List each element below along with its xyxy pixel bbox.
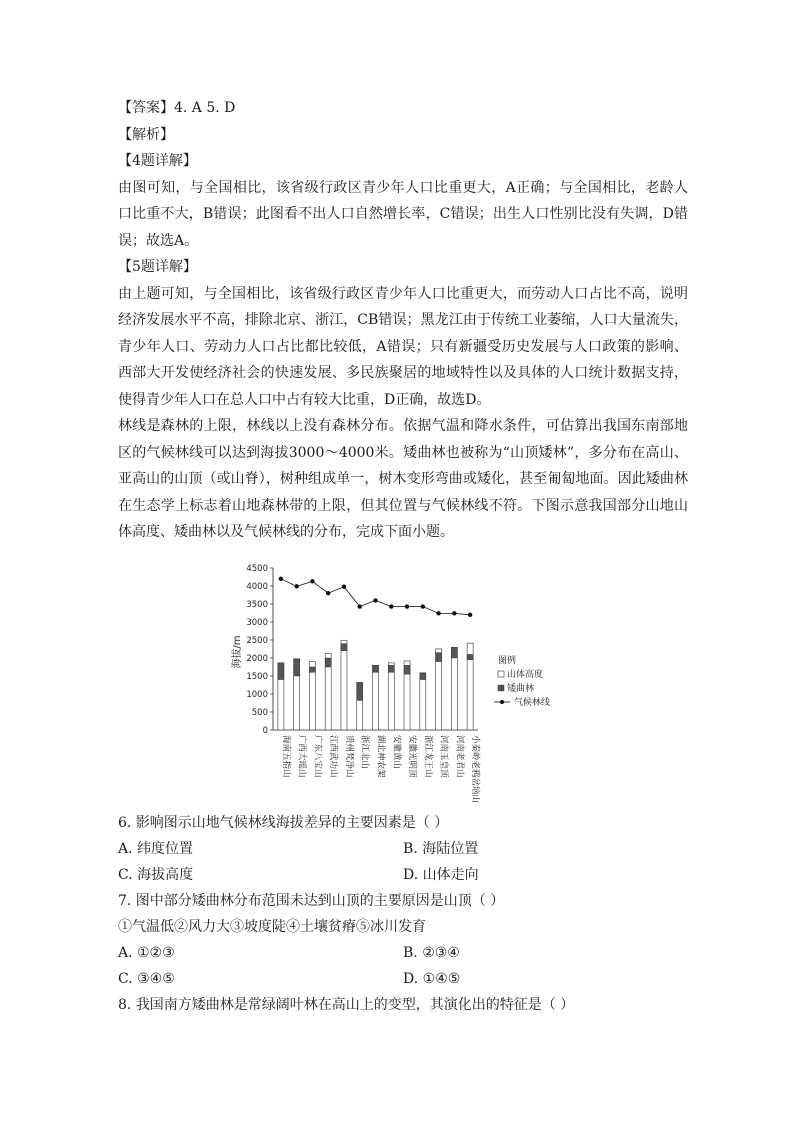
dwarf-forest-bar <box>420 673 426 680</box>
climate-treeline-point <box>405 604 409 608</box>
q4-explanation: 由图可知，与全国相比，该省级行政区青少年人口比重更大，A正确；与全国相比，老龄人口比重不大，B错误；此图看不出人口自然增长率，C错误；出生人口性别比没有失调，D错误；故选A。 <box>118 179 688 249</box>
y-tick-label: 500 <box>251 708 268 718</box>
category-label: 河南老君山 <box>454 735 465 778</box>
dwarf-forest-bar <box>388 665 394 672</box>
q5-explanation: 由上题可知，与全国相比，该省级行政区青少年人口比重更大，而劳动人口占比不高，说明经济发展水平不高，排除北京、浙江，CB错误；黑龙江由于传统工业萎缩，人口大量流失，青少年人口、劳动力人口占比都比较低，A错误；只有新疆受历史发展与人口政策的影响、西部大开发使经济社会的快速发展、多民族聚居的地域特性以及具体的人口统计数据支持，使得青少年人口在总人口中占有较大比重，D正确，故选D。 <box>118 285 688 408</box>
q7-sub-options: ①气温低②风力大③坡度陡④土壤贫瘠⑤冰川发育 <box>118 919 426 935</box>
dwarf-forest-bar <box>404 665 410 674</box>
legend-label-treeline: 气候林线 <box>514 698 551 708</box>
mountain-height-bar <box>341 640 347 730</box>
dwarf-forest-bar <box>325 658 331 667</box>
mountain-height-bar <box>451 647 457 730</box>
dwarf-forest-bar <box>309 667 315 672</box>
climate-treeline-point <box>294 584 298 588</box>
chart-svg <box>226 560 596 810</box>
q6-options-row-2 <box>118 862 688 888</box>
category-label: 广东八宝山 <box>312 735 323 778</box>
q7-option-d: D. ①④⑤ <box>403 971 461 987</box>
q6-option-c: C. 海拔高度 <box>118 867 194 883</box>
mountain-height-bar <box>373 665 379 730</box>
q6-option-b: B. 海陆位置 <box>403 841 479 857</box>
category-label: 浙江龙王山 <box>422 735 433 778</box>
q6-option-d: D. 山体走向 <box>403 867 479 883</box>
climate-treeline-point <box>358 604 362 608</box>
climate-treeline-point <box>373 598 377 602</box>
climate-treeline-point <box>342 585 346 589</box>
y-tick-label: 0 <box>262 726 268 736</box>
y-tick-label: 1000 <box>246 690 268 700</box>
y-tick-label: 2500 <box>246 636 268 646</box>
q4-heading: 【4题详解】 <box>118 153 197 169</box>
climate-treeline-point <box>326 591 330 595</box>
category-label: 江西武功山 <box>328 735 339 778</box>
climate-treeline-point <box>421 604 425 608</box>
category-label: 小秦岭老鸦岔垴山 <box>470 735 481 804</box>
altitude-chart <box>226 560 596 810</box>
question-6 <box>118 810 688 1018</box>
q6-stem: 6. 影响图示山地气候林线海拔差异的主要因素是（ ） <box>118 815 449 831</box>
document-body <box>118 95 688 546</box>
y-tick-label: 4500 <box>246 564 268 574</box>
category-label: 浙江北山 <box>359 735 370 770</box>
climate-treeline-point <box>468 613 472 617</box>
q8-stem: 8. 我国南方矮曲林是常绿阔叶林在高山上的变型，其演化出的特征是（ ） <box>118 997 575 1013</box>
answer-line: 【答案】4. A 5. D <box>118 100 236 116</box>
legend-title: 图例 <box>498 656 517 666</box>
y-axis-label: 海拔/m <box>232 635 243 669</box>
q7-stem: 7. 图中部分矮曲林分布范围未达到山顶的主要原因是山顶（ ） <box>118 893 505 909</box>
mountain-height-bar <box>388 663 394 730</box>
category-label: 安徽黄山 <box>391 735 402 770</box>
category-label: 安徽光明顶 <box>407 735 418 778</box>
q7-options-row-1 <box>118 940 688 966</box>
category-label: 海南五指山 <box>280 735 291 778</box>
mountain-height-bar <box>420 673 426 730</box>
dwarf-forest-bar <box>357 682 363 700</box>
climate-treeline-point <box>279 577 283 581</box>
dwarf-forest-bar <box>467 654 473 659</box>
legend-label-mountain: 山体高度 <box>507 670 544 680</box>
category-label: 广西大瑶山 <box>296 735 307 778</box>
dwarf-forest-bar <box>278 663 284 680</box>
category-label: 湖北神农架 <box>375 735 386 778</box>
category-label: 贵州梵净山 <box>343 735 354 778</box>
climate-treeline-point <box>389 604 393 608</box>
dwarf-forest-bar <box>436 653 442 662</box>
dwarf-forest-bar <box>373 665 379 672</box>
legend-swatch-mountain <box>498 671 504 677</box>
category-label: 河南玉皇顶 <box>438 735 449 778</box>
legend-point-treeline <box>500 700 504 704</box>
q7-option-a: A. ①②③ <box>118 945 175 961</box>
climate-treeline-point <box>452 611 456 615</box>
dwarf-forest-bar <box>294 659 300 676</box>
y-tick-label: 3000 <box>246 618 268 628</box>
y-tick-label: 2000 <box>246 654 268 664</box>
q5-heading: 【5题详解】 <box>118 259 197 275</box>
y-tick-label: 1500 <box>246 672 268 682</box>
climate-treeline-point <box>436 611 440 615</box>
q7-options-row-2 <box>118 966 688 992</box>
y-tick-label: 3500 <box>246 600 268 610</box>
q7-option-b: B. ②③④ <box>403 945 460 961</box>
q7-option-c: C. ③④⑤ <box>118 971 175 987</box>
q6-option-a: A. 纬度位置 <box>118 841 194 857</box>
climate-treeline-point <box>310 579 314 583</box>
dwarf-forest-bar <box>341 644 347 651</box>
analysis-heading: 【解析】 <box>118 126 174 143</box>
dwarf-forest-bar <box>451 647 457 658</box>
intro-paragraph: 林线是森林的上限，林线以上没有森林分布。依据气温和降水条件，可估算出我国东南部地区的气候林线可以达到海拔3000～4000米。矮曲林也被称为“山顶矮林”，多分布在高山、亚高山的山顶（或山脊），树种组成单一，树木变形弯曲或矮化，甚至匍匐地面。因此矮曲林在生态学上标志着山地森林带的上限，但其位置与气候林线不符。下图示意我国部分山地山体高度、矮曲林以及气候林线的分布，完成下面小题。 <box>118 418 688 540</box>
q6-options-row-1 <box>118 836 688 862</box>
legend-label-dwarf: 矮曲林 <box>507 684 535 694</box>
climate-treeline-line <box>281 579 470 615</box>
legend-swatch-dwarf <box>498 685 504 691</box>
y-tick-label: 4000 <box>246 582 268 592</box>
